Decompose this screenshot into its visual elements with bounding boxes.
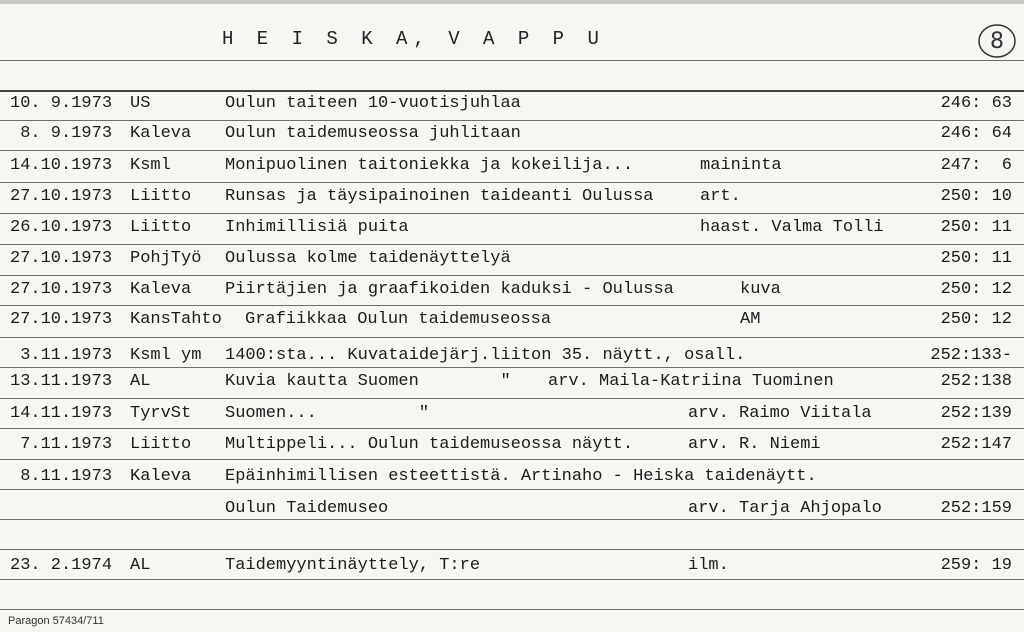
entry-note: arv. R. Niemi (688, 435, 821, 454)
entry-note: maininta (700, 156, 782, 175)
card-number-badge (977, 22, 1017, 60)
entry-title: Taidemyyntinäyttely, T:re (225, 556, 481, 575)
entry-note: arv. Raimo Viitala (688, 404, 872, 423)
entry-title: Runsas ja täysipainoinen taideanti Oulussa (225, 187, 654, 206)
rule (0, 90, 1024, 92)
entry-source: TyrvSt (130, 404, 192, 423)
entry-row (0, 249, 1024, 279)
entry-ref: 259: 19 (940, 556, 1012, 575)
entry-source: Kaleva (130, 280, 192, 299)
entry-title: Suomen... " (225, 404, 430, 423)
entry-title: Monipuolinen taitoniekka ja kokeilija... (225, 156, 634, 175)
entry-date: 8.11.1973 (10, 467, 113, 486)
entry-ref: 250: 12 (940, 280, 1012, 299)
entry-title: 1400:sta... Kuvataidejärj.liiton 35. näytt., osall. (225, 346, 746, 365)
entry-ref: 246: 64 (940, 124, 1012, 143)
entry-note: AM (740, 310, 761, 329)
entry-date: 27.10.1973 (10, 249, 113, 268)
entry-title: Grafiikkaa Oulun taidemuseossa (245, 310, 552, 329)
entry-note: ilm. (688, 556, 729, 575)
entry-ref: 252:133- (930, 346, 1012, 365)
entry-ref: 250: 12 (940, 310, 1012, 329)
entry-note: haast. Valma Tolli (700, 218, 884, 237)
entry-row (0, 404, 1024, 434)
entry-title: Kuvia kautta Suomen " (225, 372, 511, 391)
entry-note: art. (700, 187, 741, 206)
entry-source: US (130, 94, 151, 113)
entry-date: 7.11.1973 (10, 435, 113, 454)
entry-title: Oulun Taidemuseo (225, 499, 389, 518)
entry-source: Ksml (130, 156, 171, 175)
entry-title: Oulun taiteen 10-vuotisjuhlaa (225, 94, 521, 113)
entry-source: Liitto (130, 218, 192, 237)
entry-source: Liitto (130, 187, 192, 206)
card-footer-print: Paragon 57434/711 (8, 615, 104, 627)
entry-row (0, 156, 1024, 186)
top-edge (0, 0, 1024, 4)
entry-source: Ksml ym (130, 346, 202, 365)
entry-ref: 252:159 (940, 499, 1012, 518)
entry-row (0, 124, 1024, 154)
entry-source: KansTahto (130, 310, 222, 329)
entry-row (0, 435, 1024, 465)
entry-date: 13.11.1973 (10, 372, 113, 391)
entry-ref: 252:138 (940, 372, 1012, 391)
entry-date: 27.10.1973 (10, 310, 113, 329)
entry-row (0, 280, 1024, 310)
entry-note: arv. Tarja Ahjopalo (688, 499, 882, 518)
entry-date: 3.11.1973 (10, 346, 113, 365)
entry-title: Multippeli... Oulun taidemuseossa näytt. (225, 435, 634, 454)
entry-title: Oulun taidemuseossa juhlitaan (225, 124, 521, 143)
entry-title: Piirtäjien ja graafikoiden kaduksi - Oulussa (225, 280, 674, 299)
entry-ref: 250: 10 (940, 187, 1012, 206)
rule (0, 549, 1024, 550)
entry-date: 27.10.1973 (10, 187, 113, 206)
entry-date: 23. 2.1974 (10, 556, 113, 575)
entry-ref: 250: 11 (940, 218, 1012, 237)
entry-date: 14.11.1973 (10, 404, 113, 423)
entry-title: Inhimillisiä puita (225, 218, 409, 237)
entry-note: arv. Maila-Katriina Tuominen (548, 372, 834, 391)
entry-row (0, 372, 1024, 402)
rule (0, 60, 1024, 61)
entry-ref: 250: 11 (940, 249, 1012, 268)
entry-row (0, 467, 1024, 497)
entry-source: AL (130, 372, 151, 391)
entry-date: 10. 9.1973 (10, 94, 113, 113)
entry-row (0, 556, 1024, 586)
card-title: H E I S K A, V A P P U (222, 28, 605, 50)
entry-ref: 246: 63 (940, 94, 1012, 113)
entry-source: Kaleva (130, 467, 192, 486)
entry-note: kuva (740, 280, 781, 299)
entry-row (0, 218, 1024, 248)
entry-title: Epäinhimillisen esteettistä. Artinaho - Heiska taidenäytt. (225, 467, 817, 486)
card-number: 8 (990, 28, 1004, 54)
entry-source: Liitto (130, 435, 192, 454)
entry-row (0, 499, 1024, 529)
entry-date: 14.10.1973 (10, 156, 113, 175)
entry-source: PohjTyö (130, 249, 202, 268)
entry-date: 26.10.1973 (10, 218, 113, 237)
entry-row (0, 310, 1024, 340)
entry-date: 8. 9.1973 (10, 124, 113, 143)
entry-date: 27.10.1973 (10, 280, 113, 299)
entry-ref: 252:139 (940, 404, 1012, 423)
entry-ref: 252:147 (940, 435, 1012, 454)
entry-source: AL (130, 556, 151, 575)
entry-source: Kaleva (130, 124, 192, 143)
entry-title: Oulussa kolme taidenäyttelyä (225, 249, 511, 268)
rule (0, 609, 1024, 610)
entry-ref: 247: 6 (940, 156, 1012, 175)
entry-row (0, 187, 1024, 217)
entry-row (0, 94, 1024, 124)
